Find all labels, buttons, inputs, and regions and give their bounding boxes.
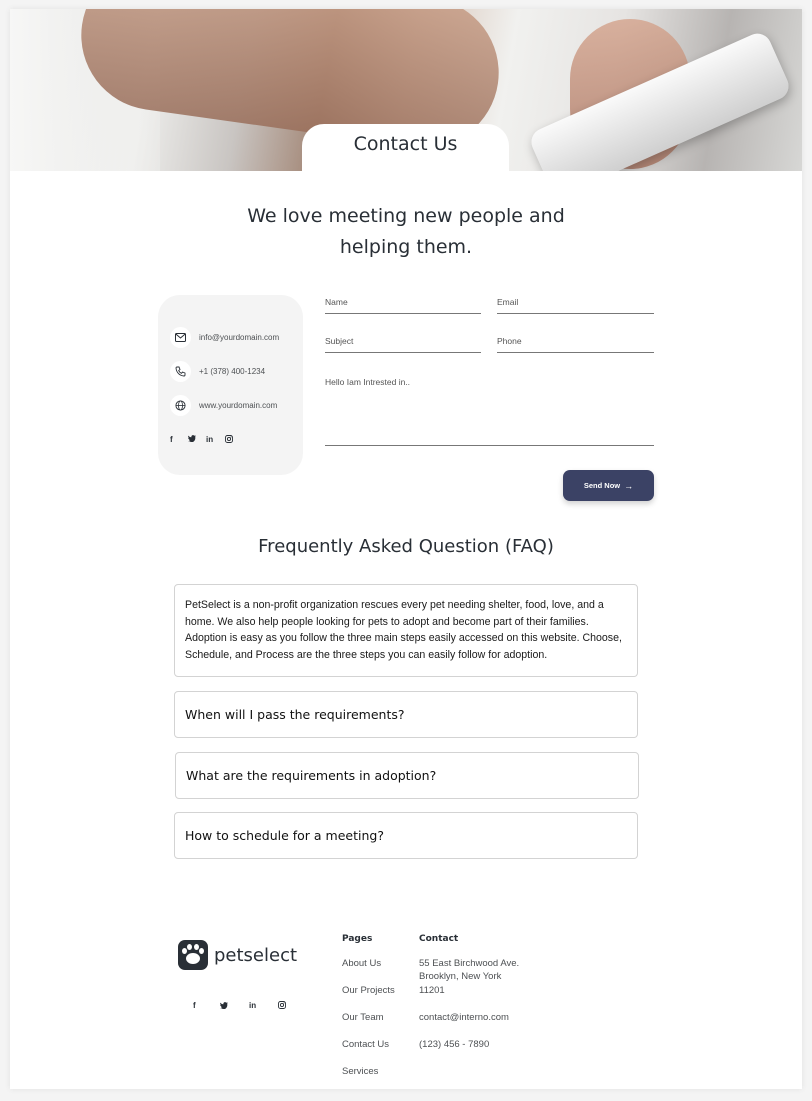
contact-heading: Contact	[419, 934, 459, 944]
faq-title: Frequently Asked Question (FAQ)	[258, 536, 554, 557]
email-field[interactable]: Email	[497, 295, 654, 314]
page	[10, 9, 802, 1089]
arrow-right-icon: →	[624, 480, 634, 491]
linkedin-icon[interactable]: in	[249, 1001, 257, 1010]
paw-icon	[178, 940, 208, 970]
send-now-label: Send Now	[583, 481, 621, 490]
contact-email: info@yourdomain.com	[199, 333, 280, 342]
linkedin-icon[interactable]: in	[206, 435, 214, 444]
contact-phone: +1 (378) 400-1234	[199, 367, 266, 376]
faq-question[interactable]: What are the requirements in adoption?	[175, 752, 639, 799]
tagline	[206, 201, 606, 263]
footer-email[interactable]: contact@interno.com	[419, 1012, 509, 1023]
contact-email-row[interactable]	[170, 327, 279, 348]
contact-phone-row[interactable]	[170, 361, 265, 382]
tagline-line-2: helping them.	[339, 236, 473, 258]
footer-link-services[interactable]: Services	[342, 1066, 379, 1077]
twitter-icon[interactable]	[188, 435, 196, 444]
footer-address-line-2: Brooklyn, New York	[419, 971, 502, 982]
send-now-button[interactable]	[563, 470, 654, 501]
footer-link-our-team[interactable]: Our Team	[342, 1012, 384, 1023]
contact-info-card	[158, 295, 303, 475]
instagram-icon[interactable]	[225, 435, 233, 445]
facebook-icon[interactable]: f	[193, 1001, 196, 1010]
footer-link-contact-us[interactable]: Contact Us	[342, 1039, 389, 1050]
footer-phone[interactable]: (123) 456 - 7890	[419, 1039, 490, 1050]
page-title: Contact Us	[353, 133, 458, 155]
contact-website-row[interactable]	[170, 395, 277, 416]
contact-website: www.yourdomain.com	[199, 401, 278, 410]
twitter-icon[interactable]	[220, 1002, 228, 1011]
faq-answer: PetSelect is a non-profit organization rescues every pet needing shelter, food, love, and a home. We also help people looking for pets to adopt and become part of their families. Adoption is easy as you follow the three main steps easily accessed on this website. Choose, Schedule, and Process are the three steps you can easily follow for adoption.	[174, 584, 638, 677]
brand-name: petselect	[214, 944, 298, 966]
facebook-icon[interactable]: f	[170, 435, 173, 444]
footer-logo[interactable]	[178, 940, 297, 970]
tagline-line-1: We love meeting new people and	[247, 205, 565, 227]
mail-icon	[170, 327, 191, 348]
footer-link-about-us[interactable]: About Us	[342, 958, 382, 969]
footer-address-line-1: 55 East Birchwood Ave.	[419, 958, 520, 969]
instagram-icon[interactable]	[278, 1001, 286, 1011]
message-textarea[interactable]: Hello Iam Intrested in..	[325, 373, 654, 446]
faq-question[interactable]: When will I pass the requirements?	[174, 691, 638, 738]
phone-field[interactable]: Phone	[497, 334, 654, 353]
pages-heading: Pages	[342, 934, 373, 944]
footer-link-our-projects[interactable]: Our Projects	[342, 985, 395, 996]
name-field[interactable]: Name	[325, 295, 481, 314]
faq-question[interactable]: How to schedule for a meeting?	[174, 812, 638, 859]
subject-field[interactable]: Subject	[325, 334, 481, 353]
footer-address-line-3: 11201	[419, 985, 445, 996]
globe-icon	[170, 395, 191, 416]
phone-icon	[170, 361, 191, 382]
